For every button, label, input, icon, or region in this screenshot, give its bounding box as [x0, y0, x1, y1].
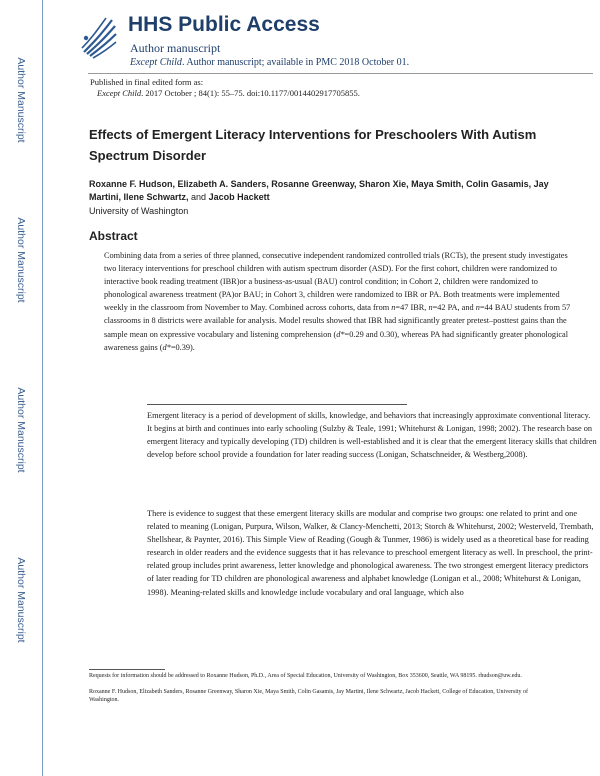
header-divider — [88, 73, 593, 74]
abstract-segment: =0.39). — [170, 342, 195, 352]
abstract-segment: =47 IBR, — [395, 303, 429, 313]
body-paragraph: There is evidence to suggest that these emergent literacy skills are modular and comprise two groups: one related to print and one related to meaning (Lonigan, Purpura, Wilson, Walker, & Clancy-Menchetti, 2013; Storch & Whitehurst, 2002; Westerveld, Trembath, Shellshear, & Paynter, 2016). This Simple View of Reading (Gough & Tunmer, 1986) is widely used as a theoretical base for reading research in older readers and the evidence suggests that it has relevance to preschool emergent literacy as well. In preschool, the print-related group includes print awareness, letter knowledge and phonological awareness. The two strongest emergent literacy predictors of later reading for TD children are phonological awareness and alphabet knowledge (Lonigan et al., 2008; Whitehurst & Lonigan, 1998). Meaning-related skills and knowledge include vocabulary and oral language, which also — [147, 509, 594, 597]
abstract-segment: =42 PA, and — [432, 303, 476, 313]
sidebar-label-text: Author Manuscript — [15, 57, 27, 143]
abstract-var: d* — [336, 329, 345, 339]
journal-name: Except Child — [130, 57, 182, 68]
sidebar-label-4 — [8, 540, 34, 660]
sidebar-label-1 — [8, 40, 34, 160]
abstract-heading: Abstract — [89, 229, 138, 243]
footnote-correspondence: Requests for information should be addressed to Roxanne Hudson, Ph.D., Area of Special Education, University of Washington, Box 353600, Seattle, WA 98195. rhudson@uw.edu. — [89, 673, 522, 679]
footnote-divider — [89, 669, 165, 670]
availability-line — [130, 57, 409, 68]
sidebar-label-2 — [8, 200, 34, 320]
body-divider — [147, 404, 407, 405]
author-list — [89, 178, 569, 204]
hhs-public-access-title: HHS Public Access — [128, 13, 320, 36]
citation-journal: Except Child — [97, 88, 142, 98]
abstract-var: n — [428, 303, 433, 313]
body-paragraph: Emergent literacy is a period of development of skills, knowledge, and behaviors that increasingly approximate conventional literacy. It begins at birth and continues into early schooling (Sulzby & Teale, 1991; Whitehurst & Lonigan, 1998; 2002). The research base on emergent literacy and typically developing (TD) children is well-established and it is clear that the emergent literacy skills that children develop before school provide a foundation for later reading success (Lonigan, Schatschneider, & Westberg,2008). — [147, 411, 597, 460]
sidebar-label-text: Author Manuscript — [15, 217, 27, 303]
paper-title: Effects of Emergent Literacy Interventions for Preschoolers With Autism Spectrum Disorder — [89, 127, 537, 163]
abstract-segment: Combining data from a series of three planned, consecutive independent randomized controlled trials (RCTs), the present study investigates two literacy interventions for preschool children with autism spectrum disorder (ASD). For the first cohort, children were randomized to interactive book reading treatment (IBR)or a business-as-usual (BAU) control condition; in Cohort 2, children were randomized to phonological awareness treatment (PA)or BAU; in Cohort 3, children were randomized to IBR or PA. Both treatments were implemented weekly in the classroom from November to May. Combined across cohorts, data from — [104, 251, 568, 313]
abstract-text — [104, 249, 574, 354]
availability-text: . Author manuscript; available in PMC 2018 October 01. — [181, 57, 410, 68]
authors-last: Jacob Hackett — [208, 192, 270, 202]
citation-details: . 2017 October ; 84(1): 55–75. doi:10.1177/0014402917705855. — [141, 88, 360, 98]
abstract-var: n — [475, 303, 480, 313]
hhs-eagle-logo-icon — [78, 14, 118, 60]
author-manuscript-subtitle: Author manuscript — [130, 41, 221, 55]
published-label: Published in final edited form as: — [90, 77, 204, 87]
abstract-var: n — [391, 303, 396, 313]
footnote-affiliations: Roxanne F. Hudson, Elizabeth Sanders, Rosanne Greenway, Sharon Xie, Maya Smith, Colin Gasamis, Jay Martini, Ilene Schwartz, Jacob Hackett, College of Education, University of Washington. — [89, 689, 529, 704]
sidebar-label-text: Author Manuscript — [15, 557, 27, 643]
sidebar-divider — [42, 0, 43, 776]
citation-line — [97, 88, 360, 98]
authors-and: and — [188, 192, 209, 202]
sidebar-label-text: Author Manuscript — [15, 387, 27, 473]
authors-main: Roxanne F. Hudson, Elizabeth A. Sanders, Rosanne Greenway, Sharon Xie, Maya Smith, Colin Gasamis, Jay Martini, Ilene Schwartz, — [89, 179, 549, 202]
affiliation: University of Washington — [89, 206, 189, 216]
sidebar-label-3 — [8, 370, 34, 490]
abstract-var: d* — [162, 342, 171, 352]
abstract-segment: =0.29 and 0.30), whereas PA had significantly greater phonological awareness gains ( — [104, 329, 569, 352]
abstract-segment: =44 BAU students from 57 classrooms in 8 districts were available for analysis. Model results showed that IBR had significantly greater pretest–posttest gains than the sample mean on expressive vocabulary and listening comprehension ( — [104, 303, 571, 339]
